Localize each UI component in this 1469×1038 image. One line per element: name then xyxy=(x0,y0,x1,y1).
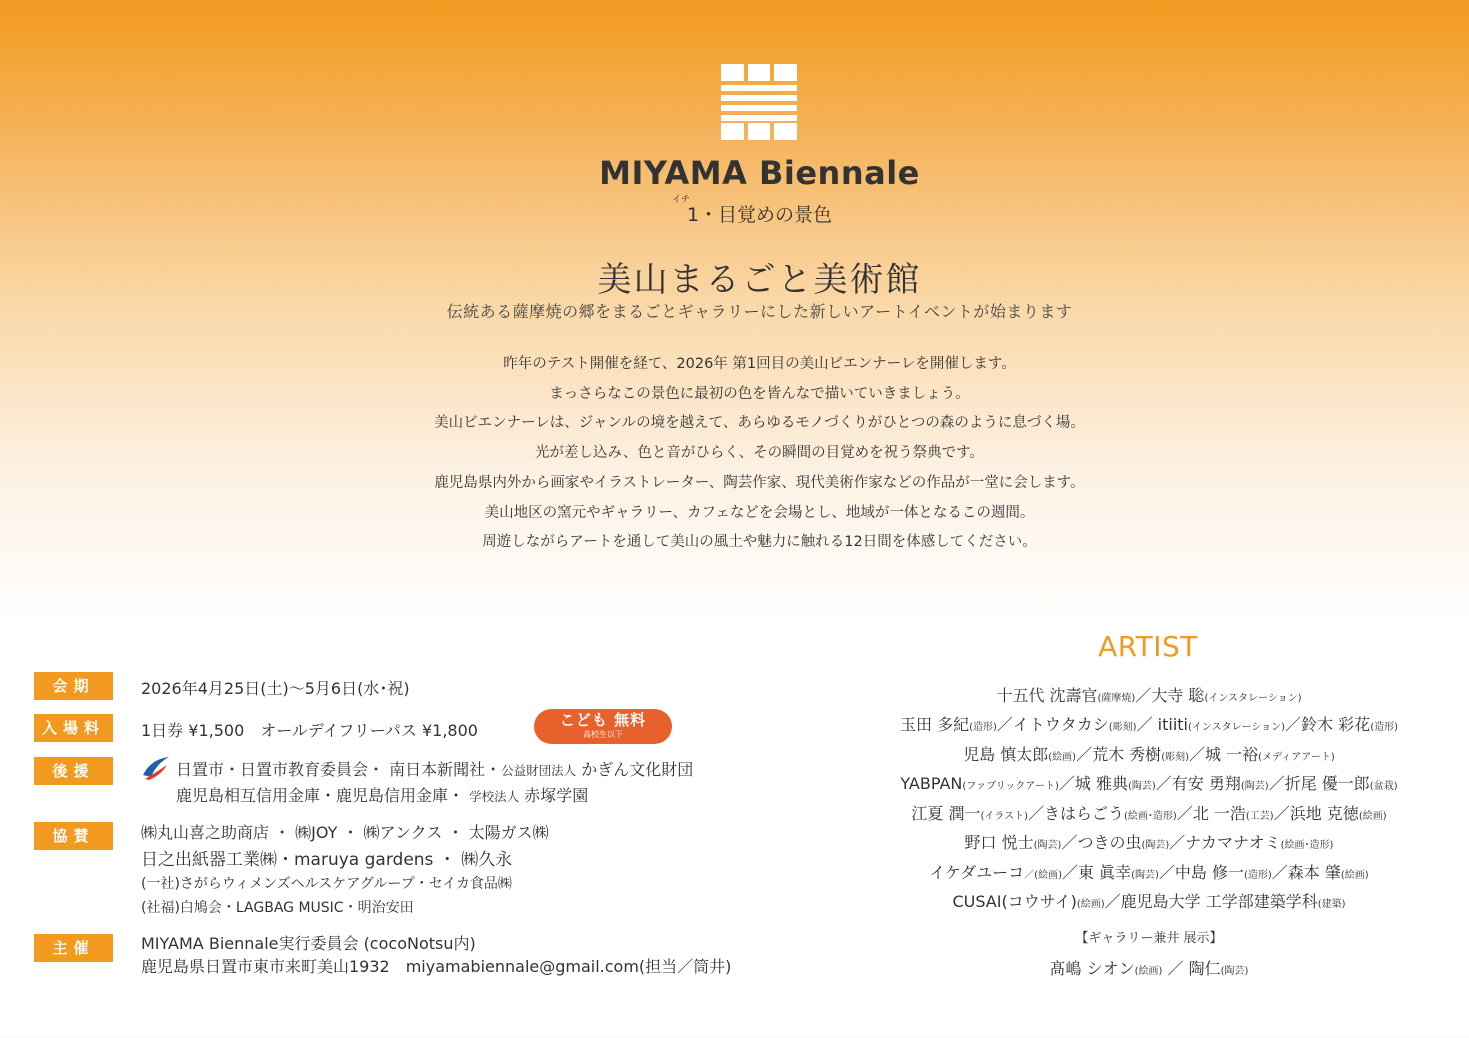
intro-text xyxy=(0,350,1469,558)
artist-heading: ARTIST xyxy=(1098,630,1198,663)
artist-name: 児島 慎太郎 xyxy=(963,745,1049,764)
artist-genre: (インスタレーション) xyxy=(1187,722,1286,733)
organizer-line: 鹿児島県日置市東市来町美山1932 miyamabiennale@gmail.com(担当／筒井) xyxy=(141,957,732,976)
artist-genre: (絵画) xyxy=(1076,899,1105,910)
artist-genre: (造形) xyxy=(969,722,997,733)
artist-name: 玉田 多紀 xyxy=(900,715,970,734)
support-label: 後援 xyxy=(34,757,113,785)
artist-name: ／ナカマナオミ xyxy=(1169,833,1281,852)
artist-line xyxy=(848,830,1450,853)
artist-line xyxy=(848,712,1450,735)
artist-name: ／有安 勇翔 xyxy=(1155,774,1241,793)
period-label: 会期 xyxy=(34,672,113,700)
artist-name: ／鹿児島大学 工学部建築学科 xyxy=(1104,892,1318,911)
support-line-1: 日置市・日置市教育委員会・ 南日本新聞社・公益財団法人 かぎん文化財団 xyxy=(176,760,694,779)
artist-genre: (陶芸) xyxy=(1131,870,1159,881)
sponsor-line: (社福)白鳩会・LAGBAG MUSIC・明治安田 xyxy=(141,900,414,916)
artist-genre: ／(絵画) xyxy=(1024,870,1062,881)
artist-name: 十五代 沈壽官 xyxy=(996,686,1098,705)
artist-genre: (インスタレーション) xyxy=(1204,693,1302,704)
artist-line xyxy=(848,889,1450,912)
artist-genre: (絵画･造形) xyxy=(1124,811,1177,822)
intro-line: まっさらなこの景色に最初の色を皆んなで描いていきましょう。 xyxy=(549,385,970,402)
admission-value: 1日券 ¥1,500 オールデイフリーパス ¥1,800 xyxy=(141,721,478,740)
support-line-2: 鹿児島相互信用金庫・鹿児島信用金庫・ 学校法人 赤塚学園 xyxy=(176,786,589,805)
artist-name: イケダユーコ xyxy=(929,863,1025,882)
artist-genre: (建築) xyxy=(1317,899,1346,910)
artist-line xyxy=(848,771,1450,794)
gallery-artist-line xyxy=(848,956,1450,979)
artist-name: ／きはらごう xyxy=(1027,804,1124,823)
artist-genre: (彫刻) xyxy=(1108,722,1137,733)
artist-name: ／折尾 優一郎 xyxy=(1268,774,1370,793)
artist-name: ／浜地 克徳 xyxy=(1273,804,1359,823)
artist-genre: (絵画) xyxy=(1358,811,1387,822)
artist-genre: (盆栽) xyxy=(1369,781,1398,792)
intro-line: 周遊しながらアートを通して美山の風土や魅力に触れる12日間を体感してください。 xyxy=(482,534,1037,551)
artist-genre: (陶芸) xyxy=(1127,781,1156,792)
artist-name: 髙嶋 シオン xyxy=(1049,959,1135,978)
city-emblem-icon xyxy=(141,755,171,781)
artist-name: ／ 陶仁 xyxy=(1162,959,1221,978)
artist-name: ／城 一裕 xyxy=(1189,745,1259,764)
period-value: 2026年4月25日(土)〜5月6日(水･祝) xyxy=(141,679,410,698)
artist-name: ／北 一浩 xyxy=(1176,804,1246,823)
artist-genre: (絵画) xyxy=(1134,966,1163,977)
kids-free-label: こども 無料 xyxy=(559,711,647,729)
sponsor-line: 日之出紙器工業㈱・maruya gardens ・ ㈱久永 xyxy=(141,850,513,870)
artist-name: ／大寺 聡 xyxy=(1135,686,1205,705)
event-title-en: MIYAMA Biennale xyxy=(599,154,920,192)
artist-genre: (陶芸) xyxy=(1240,781,1269,792)
artist-line xyxy=(848,801,1450,824)
artist-name: ／イトウタカシ xyxy=(996,715,1109,734)
artist-genre: (薩摩焼) xyxy=(1097,693,1136,704)
artist-genre: (ファブリックアート) xyxy=(962,781,1059,792)
artist-name: ／ itiiti xyxy=(1136,715,1188,734)
artist-line xyxy=(848,683,1450,706)
artist-name: YABPAN xyxy=(900,774,963,793)
event-subtitle xyxy=(0,195,1469,227)
artist-name: ／中島 修一 xyxy=(1158,863,1244,882)
artist-name: ／城 雅典 xyxy=(1058,774,1128,793)
artist-genre: (陶芸) xyxy=(1220,966,1249,977)
artist-genre: (彫刻) xyxy=(1161,752,1189,763)
logo-mark xyxy=(721,64,797,140)
intro-line: 美山ビエンナーレは、ジャンルの境を越えて、あらゆるモノづくりがひとつの森のように息づく場。 xyxy=(434,415,1085,432)
artist-name: ／東 眞幸 xyxy=(1061,863,1132,882)
artist-genre: (陶芸) xyxy=(1141,840,1170,851)
subtitle-text: 1・目覚めの景色 xyxy=(686,204,833,226)
artist-genre: (造形) xyxy=(1243,870,1272,881)
intro-line: 昨年のテスト開催を経て、2026年 第1回目の美山ビエンナーレを開催します。 xyxy=(503,356,1016,372)
artist-genre: (陶芸) xyxy=(1033,840,1062,851)
artist-name: ／荒木 秀樹 xyxy=(1076,745,1162,764)
artist-name: ／つきの虫 xyxy=(1061,833,1142,852)
artist-genre: (工芸) xyxy=(1245,811,1274,822)
artist-genre: (絵画･造形) xyxy=(1280,840,1334,851)
artist-genre: (メディアアート) xyxy=(1258,752,1335,763)
kids-free-badge xyxy=(534,709,672,744)
artist-line xyxy=(848,860,1450,883)
tagline: 伝統ある薩摩焼の郷をまるごとギャラリーにした新しいアートイベントが始まります xyxy=(446,302,1073,321)
intro-line: 鹿児島県内外から画家やイラストレーター、陶芸作家、現代美術作家などの作品が一堂に会します。 xyxy=(434,474,1085,491)
subtitle-ruby: イチ xyxy=(672,195,691,205)
artist-name: CUSAI(コウサイ) xyxy=(952,892,1077,911)
gallery-heading: 【ギャラリー兼井 展示】 xyxy=(1075,931,1223,946)
artist-name: ／鈴木 彩花 xyxy=(1285,715,1371,734)
sponsor-label: 協賛 xyxy=(34,822,113,850)
artist-genre: (絵画) xyxy=(1340,870,1369,881)
intro-line: 美山地区の窯元やギャラリー、カフェなどを会場とし、地域が一体となるこの週間。 xyxy=(484,504,1035,521)
kids-free-note: 高校生以下 xyxy=(583,730,623,739)
organizer-label: 主催 xyxy=(34,934,113,962)
sponsor-line: (一社)さがらウィメンズヘルスケアグループ・セイカ食品㈱ xyxy=(141,876,512,892)
event-title-jp: 美山まるごと美術館 xyxy=(597,260,922,300)
artist-genre: (絵画) xyxy=(1048,752,1077,763)
sponsor-line: ㈱丸山喜之助商店 ・ ㈱JOY ・ ㈱アンクス ・ 太陽ガス㈱ xyxy=(141,823,549,842)
artist-name: 野口 悦士 xyxy=(964,833,1034,852)
artist-name: 江夏 潤一 xyxy=(911,804,981,823)
organizer-line: MIYAMA Biennale実行委員会 (cocoNotsu内) xyxy=(141,934,476,953)
admission-label: 入場料 xyxy=(34,714,113,742)
artist-line xyxy=(848,742,1450,765)
artist-genre: (造形) xyxy=(1370,722,1398,733)
artist-genre: (イラスト) xyxy=(980,811,1028,822)
intro-line: 光が差し込み、色と音がひらく、その瞬間の目覚めを祝う祭典です。 xyxy=(535,445,984,462)
artist-name: ／森本 肇 xyxy=(1271,863,1341,882)
